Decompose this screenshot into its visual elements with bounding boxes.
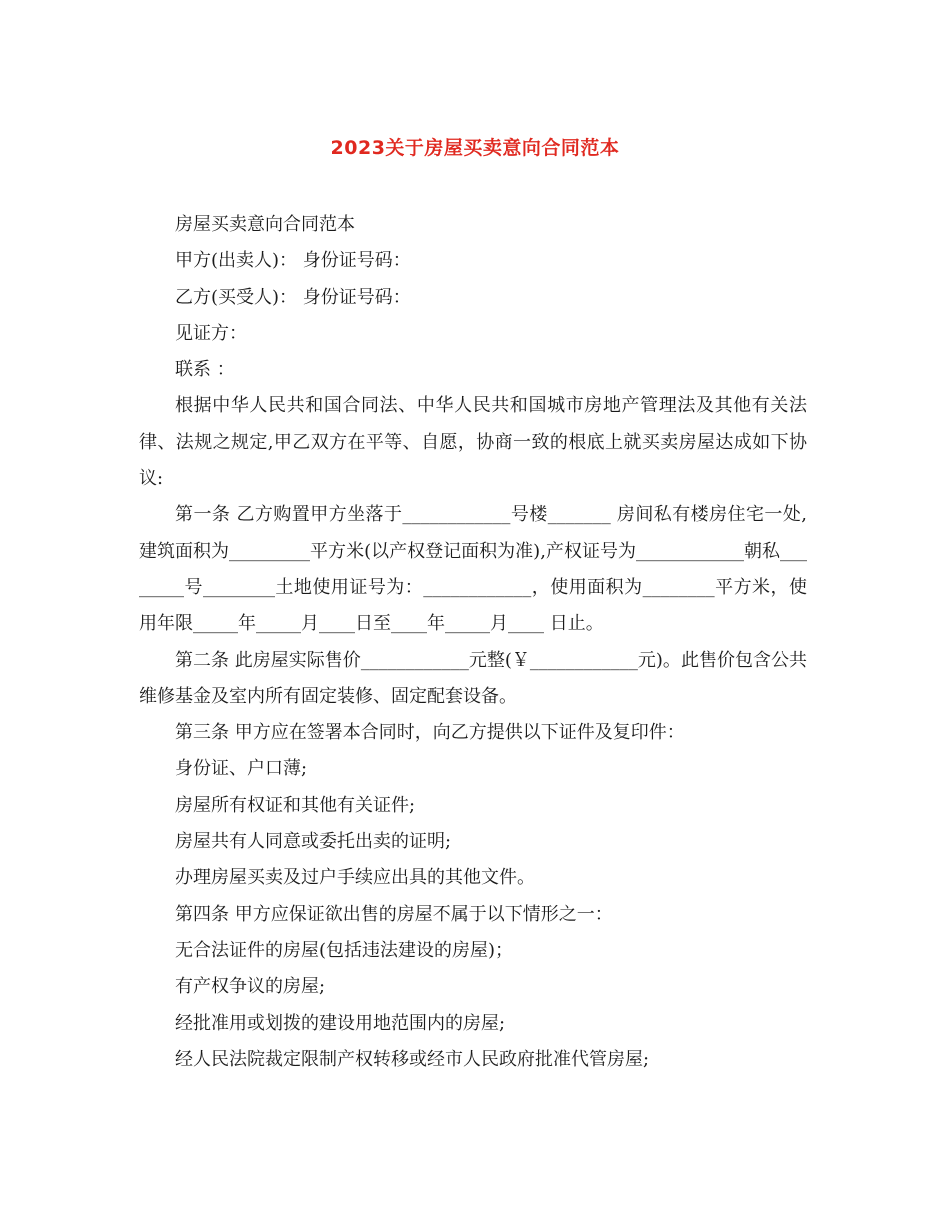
- paragraph-contact: 联系 ：: [175, 359, 235, 381]
- paragraph-heading: 房屋买卖意向合同范本: [175, 214, 355, 235]
- paragraph-item: 经人民法院裁定限制产权转移或经市人民政府批准代管房屋;: [175, 1048, 650, 1070]
- paragraph-item: 无合法证件的房屋(包括违法建设的房屋)；: [175, 939, 514, 961]
- paragraph-item: 办理房屋买卖及过户手续应出具的其他文件。: [175, 867, 535, 889]
- paragraph-item: 经批准用或划拨的建设用地范围内的房屋;: [175, 1012, 506, 1034]
- paragraph-item: 房屋所有权证和其他有关证件;: [175, 794, 416, 816]
- paragraph-item: 身份证、户口薄;: [175, 758, 308, 780]
- paragraph-item: 房屋共有人同意或委托出卖的证明;: [175, 831, 452, 853]
- paragraph-witness: 见证方：: [175, 322, 247, 344]
- paragraph-party-a: 甲方(出卖人)： 身份证号码：: [175, 250, 411, 272]
- document-body: [139, 207, 807, 1078]
- paragraph-item: 有产权争议的房屋;: [175, 976, 326, 998]
- paragraph-article-3: 第三条 甲方应在签署本合同时，向乙方提供以下证件及复印件：: [175, 722, 685, 744]
- document-title: 2023关于房屋买卖意向合同范本: [330, 137, 620, 159]
- paragraph-article-2: 第二条 此房屋实际售价____________元整(￥____________元)。此售价包含公共维修基金及室内所有固定装修、固定配套设备。: [139, 649, 807, 707]
- paragraph-party-b: 乙方(买受人)： 身份证号码：: [175, 286, 411, 308]
- paragraph-article-4: 第四条 甲方应保证欲出售的房屋不属于以下情形之一：: [175, 903, 613, 925]
- paragraph-article-1: 第一条 乙方购置甲方坐落于____________号楼_______ 房间私有楼房住宅一处,建筑面积为_________平方米(以产权登记面积为准),产权证号为____________朝私________号________土地使用证号为：____________，使用面积为________平方米，使用年限_____年_____月____日至____年_____月____ 日止。: [139, 504, 807, 635]
- paragraph-preamble: 根据中华人民共和国合同法、中华人民共和国城市房地产管理法及其他有关法律、法规之规定,甲乙双方在平等、自愿，协商一致的根底上就买卖房屋达成如下协议:: [139, 395, 807, 490]
